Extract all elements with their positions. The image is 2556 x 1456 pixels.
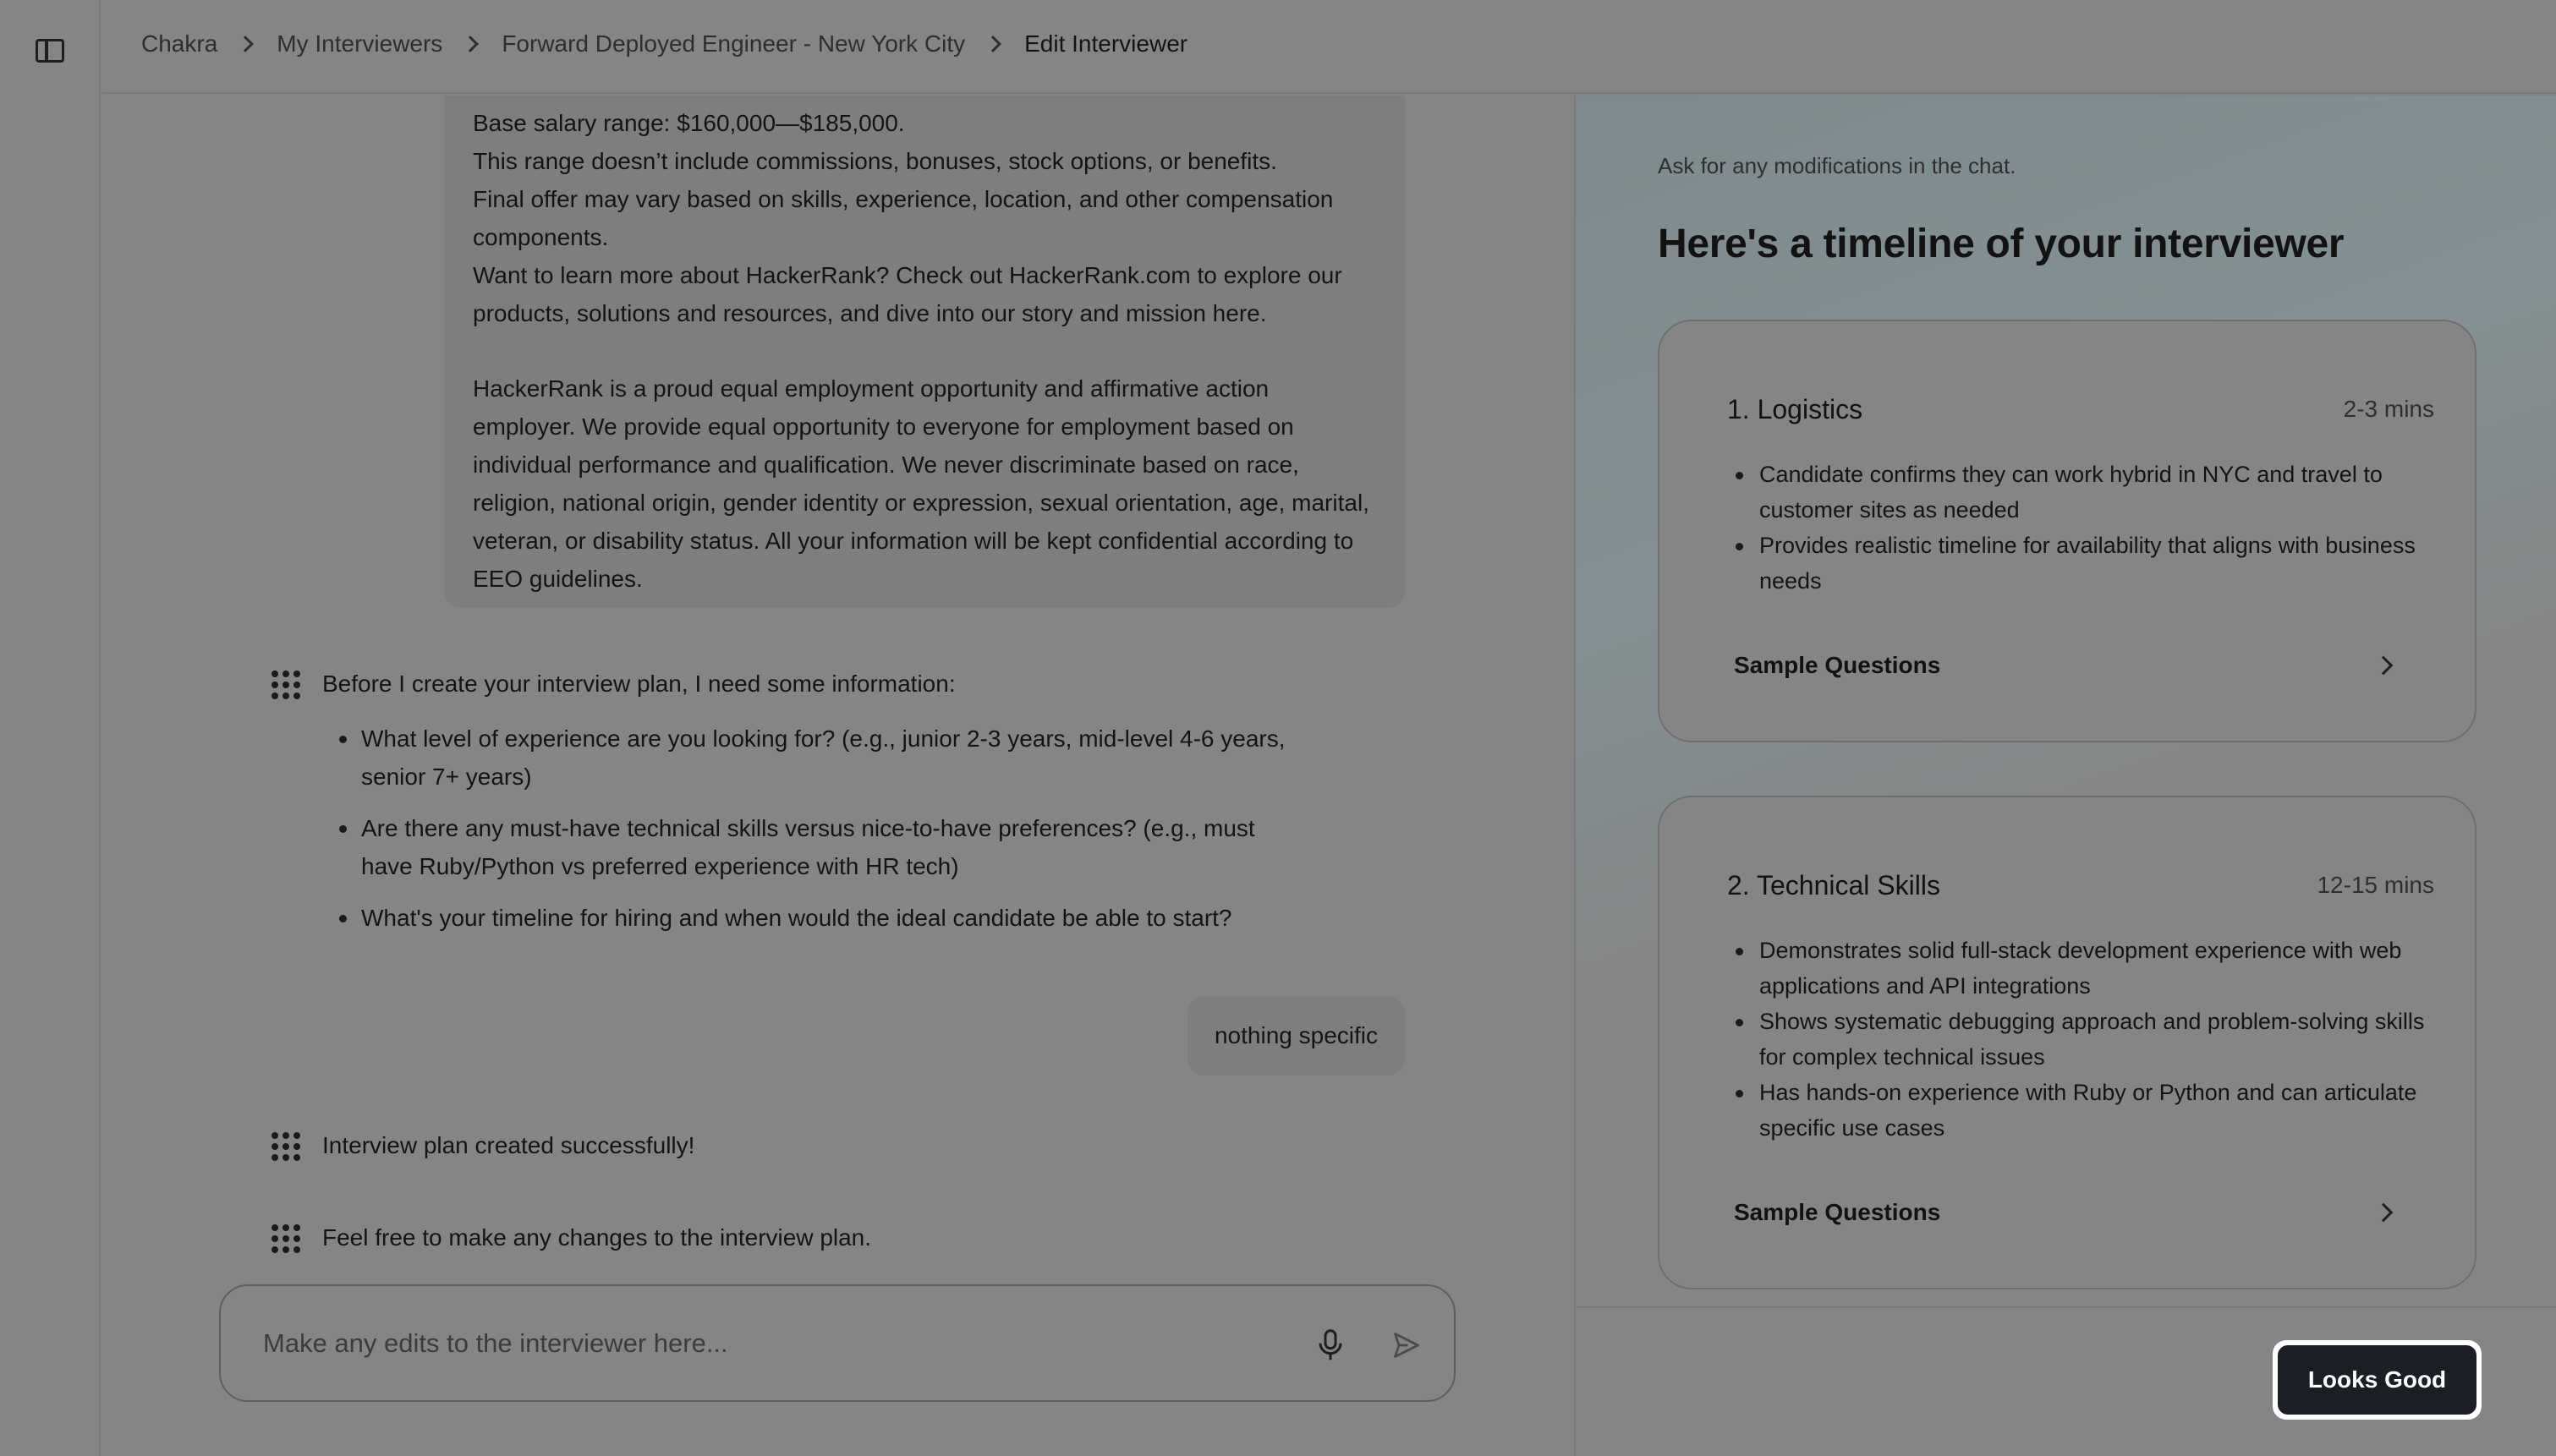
looks-good-button[interactable]	[2273, 1340, 2482, 1420]
chevron-right-icon	[985, 36, 1001, 52]
paragraph-gap	[473, 332, 1378, 369]
chevron-right-icon	[2374, 656, 2394, 676]
top-bar	[102, 0, 2556, 94]
assistant-dots-icon	[272, 671, 300, 699]
timeline-panel	[1576, 96, 2556, 1456]
bot-message	[272, 667, 956, 701]
list-item: Has hands-on experience with Ruby or Python and can articulate specific use cases	[1736, 1075, 2438, 1146]
breadcrumb	[141, 30, 1187, 57]
footer-divider	[1576, 1306, 2556, 1308]
send-icon[interactable]	[1391, 1330, 1422, 1360]
sample-questions-link[interactable]	[1734, 646, 2397, 685]
assistant-dots-icon	[272, 1132, 300, 1161]
message-line: This range doesn’t include commissions, bonuses, stock options, or benefits.	[473, 148, 1277, 174]
timeline-card-logistics	[1658, 320, 2476, 742]
sample-questions-label: Sample Questions	[1734, 652, 1941, 678]
list-item: Demonstrates solid full-stack development experience with web applications and API integrations	[1736, 933, 2438, 1004]
chat-input[interactable]	[263, 1320, 1278, 1367]
list-item: Provides realistic timeline for availability that aligns with business needs	[1736, 528, 2438, 599]
list-item: Are there any must-have technical skills versus nice-to-have preferences? (e.g., must have Ruby/Python vs preferred experience with HR tech)	[339, 809, 1295, 885]
section-duration: 12-15 mins	[2317, 872, 2434, 898]
user-message	[1187, 996, 1405, 1076]
breadcrumb-item-chakra[interactable]: Chakra	[141, 30, 218, 57]
sidebar-toggle-icon[interactable]	[36, 39, 64, 63]
message-line: Final offer may vary based on skills, experience, location, and other compensation components.	[473, 186, 1341, 250]
section-title: 2. Technical Skills	[1727, 870, 1940, 900]
section-duration: 2-3 mins	[2343, 396, 2434, 422]
breadcrumb-item-job[interactable]: Forward Deployed Engineer - New York City	[502, 30, 966, 57]
section-title: 1. Logistics	[1727, 394, 1863, 424]
chevron-right-icon	[462, 36, 479, 52]
criteria-list	[1736, 457, 2438, 599]
list-item: What level of experience are you looking for? (e.g., junior 2-3 years, mid-level 4-6 years, senior 7+ years)	[339, 720, 1295, 796]
list-item: What's your timeline for hiring and when would the ideal candidate be able to start?	[339, 899, 1295, 937]
bot-message-text: Before I create your interview plan, I need some information:	[322, 671, 956, 697]
timeline-title: Here's a timeline of your interviewer	[1658, 222, 2345, 266]
list-item: Shows systematic debugging approach and problem-solving skills for complex technical issues	[1736, 1004, 2438, 1075]
bot-message	[272, 1221, 871, 1255]
list-item: Candidate confirms they can work hybrid in NYC and travel to customer sites as needed	[1736, 457, 2438, 528]
message-line: Base salary range: $160,000—$185,000.	[473, 110, 905, 136]
breadcrumb-item-current: Edit Interviewer	[1024, 30, 1188, 57]
chat-panel	[102, 96, 1574, 1456]
bot-message-text: Interview plan created successfully!	[322, 1132, 695, 1158]
bot-message	[272, 1129, 694, 1163]
sample-questions-link[interactable]	[1734, 1193, 2397, 1232]
message-line: HackerRank is a proud equal employment opportunity and affirmative action employer. We provide equal opportunity to everyone for employment based on individual performance and qualification. We never discriminate based on race, religion, national origin, gender identity or expression, sexual orientation, age, marital, veteran, or disability status. All your information will be kept confidential according to EEO guidelines.	[473, 375, 1376, 592]
assistant-dots-icon	[272, 1224, 300, 1253]
message-line: Want to learn more about HackerRank? Check out HackerRank.com to explore our products, solutions and resources, and dive into our story and mission here.	[473, 262, 1349, 326]
user-message-text: nothing specific	[1214, 1022, 1378, 1048]
timeline-hint: Ask for any modifications in the chat.	[1658, 153, 2016, 178]
criteria-list	[1736, 933, 2438, 1146]
question-list	[339, 720, 1388, 950]
bot-message-text: Feel free to make any changes to the interview plan.	[322, 1224, 872, 1251]
chevron-right-icon	[237, 36, 254, 52]
sample-questions-label: Sample Questions	[1734, 1199, 1941, 1225]
microphone-icon[interactable]	[1315, 1328, 1346, 1362]
chat-composer	[219, 1284, 1456, 1402]
chevron-right-icon	[2374, 1203, 2394, 1223]
looks-good-label: Looks Good	[2278, 1345, 2476, 1415]
job-post-message	[444, 96, 1405, 608]
timeline-card-technical-skills	[1658, 796, 2476, 1289]
breadcrumb-item-my-interviewers[interactable]: My Interviewers	[277, 30, 443, 57]
left-rail	[0, 0, 101, 1456]
